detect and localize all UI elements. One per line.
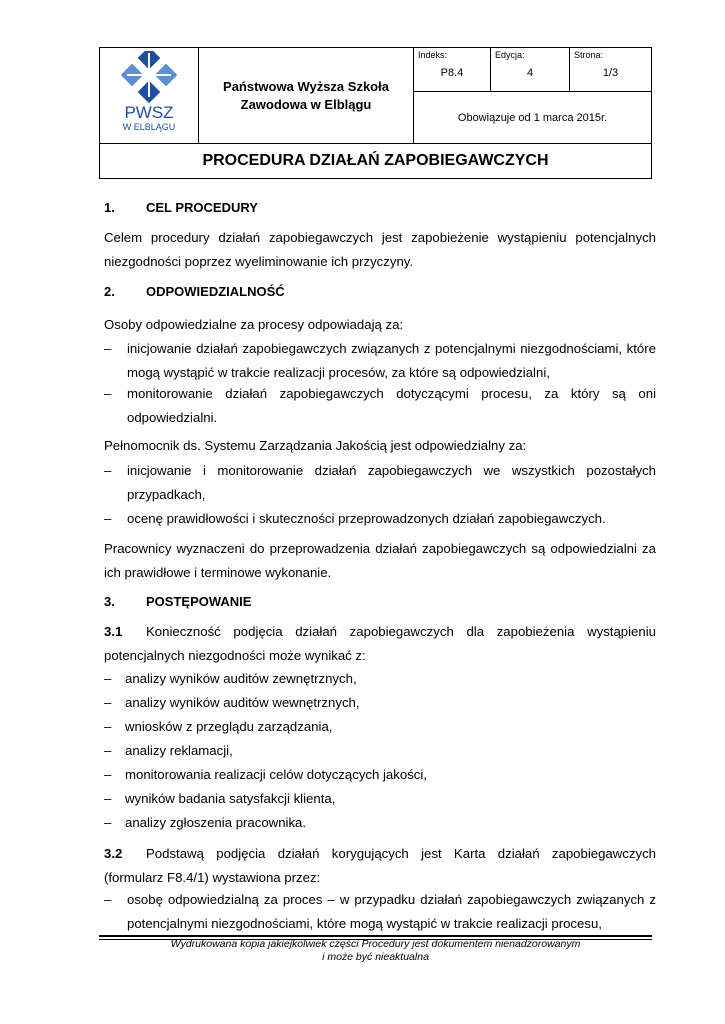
list-item (104, 888, 656, 936)
page-label: Strona: (574, 50, 604, 60)
dash-bullet: – (104, 695, 112, 710)
list-item-text: inicjowanie działań zapobiegawczych związanych z potencjalnymi niezgodnościami, które mogą wystąpić w trakcie realizacji procesów, za które są odpowiedzialni, (127, 341, 656, 380)
footer-line-1: Wydrukowana kopia jakiejkolwiek części Procedury jest dokumentem nienadzorowanym (170, 938, 581, 950)
dash-bullet: – (104, 719, 112, 734)
edition-cell (491, 48, 570, 92)
list-item-text: analizy wyników auditów wewnętrznych, (125, 695, 360, 710)
dash-bullet: – (104, 386, 112, 401)
paragraph-number: 3.2 (104, 846, 123, 861)
section-2-text-3: Pracownicy wyznaczeni do przeprowadzenia działań zapobiegawczych są odpowiedzialni za ich prawidłowe i terminowe wykonanie. (104, 541, 656, 580)
list-item-text: monitorowanie działań zapobiegawczych dotyczącymi procesu, za który są oni odpowiedzialni. (127, 386, 656, 425)
list-item-text: analizy wyników auditów zewnętrznych, (125, 671, 357, 686)
paragraph-3-1 (104, 620, 656, 668)
section-title: POSTĘPOWANIE (146, 594, 252, 609)
pwsz-logo-icon (111, 51, 187, 135)
list-item-text: monitorowania realizacji celów dotyczących jakości, (125, 767, 427, 782)
edition-value: 4 (526, 67, 534, 79)
edition-label: Edycja: (495, 50, 525, 60)
list-item-text: analizy zgłoszenia pracownika. (125, 815, 307, 830)
section-3-heading (104, 594, 251, 609)
page-value: 1/3 (602, 67, 619, 79)
dash-bullet: – (104, 815, 112, 830)
org-line-2: Zawodowa w Elblągu (240, 96, 372, 112)
logo-subtext: W ELBLĄGU (122, 122, 176, 132)
dash-bullet: – (104, 511, 112, 526)
section-1-text: Celem procedury działań zapobiegawczych jest zapobieżenie wystąpieniu potencjalnych niezgodności poprzez wyeliminowanie ich przyczyny. (104, 230, 656, 269)
section-2-intro-2: Pełnomocnik ds. Systemu Zarządzania Jakością jest odpowiedzialny za: (104, 438, 527, 453)
list-item (104, 811, 656, 835)
list-item-text: ocenę prawidłowości i skuteczności przeprowadzonych działań zapobiegawczych. (127, 511, 606, 526)
list-item-text: wniosków z przeglądu zarządzania, (125, 719, 333, 734)
footer-note (99, 938, 652, 964)
section-1-heading (104, 200, 258, 215)
list-item (104, 382, 656, 430)
section-title: CEL PROCEDURY (146, 200, 258, 215)
list-item (104, 691, 656, 715)
dash-bullet: – (104, 671, 112, 686)
list-item (104, 715, 656, 739)
section-number: 1. (104, 200, 115, 215)
list-item (104, 667, 656, 691)
footer-line-2: i może być nieaktualna (322, 951, 429, 963)
list-item-text: wyników badania satysfakcji klienta, (125, 791, 336, 806)
section-number: 2. (104, 284, 115, 299)
index-cell (414, 48, 491, 92)
list-item (104, 763, 656, 787)
index-value: P8.4 (440, 67, 464, 79)
list-item (104, 507, 656, 531)
organization-name (199, 48, 414, 144)
page-cell (570, 48, 652, 92)
list-item-text: inicjowanie i monitorowanie działań zapobiegawczych we wszystkich pozostałych przypadkach, (127, 463, 656, 502)
list-item (104, 459, 656, 507)
section-title: ODPOWIEDZIALNOŚĆ (146, 284, 285, 299)
dash-bullet: – (104, 463, 112, 478)
dash-bullet: – (104, 743, 112, 758)
document-title: PROCEDURA DZIAŁAŃ ZAPOBIEGAWCZYCH (100, 144, 652, 179)
section-number: 3. (104, 594, 115, 609)
section-2-heading (104, 284, 285, 299)
logo-cell (100, 48, 199, 144)
org-line-1: Państwowa Wyższa Szkoła (223, 78, 389, 94)
paragraph-text: Konieczność podjęcia działań zapobiegawczych dla zapobieżenia wystąpieniu potencjalnych niezgodności może wynikać z: (104, 624, 656, 663)
dash-bullet: – (104, 791, 112, 806)
dash-bullet: – (104, 767, 112, 782)
index-label: Indeks: (418, 50, 448, 60)
dash-bullet: – (104, 892, 112, 907)
list-item (104, 787, 656, 811)
effective-date: Obowiązuje od 1 marca 2015r. (414, 92, 652, 144)
list-item-text: osobę odpowiedzialną za proces – w przypadku działań zapobiegawczych związanych z potencjalnymi niezgodnościami, które mogą wystąpić w trakcie realizacji procesu, (127, 892, 656, 931)
list-item-text: analizy reklamacji, (125, 743, 233, 758)
document-header (99, 47, 652, 179)
paragraph-number: 3.1 (104, 624, 123, 639)
footer-rule-thick (99, 935, 652, 937)
dash-bullet: – (104, 341, 112, 356)
section-2-intro-1: Osoby odpowiedzialne za procesy odpowiadają za: (104, 317, 404, 332)
logo-text: PWSZ (124, 103, 174, 122)
list-item (104, 739, 656, 763)
paragraph-text: Podstawą podjęcia działań korygujących jest Karta działań zapobiegawczych (formularz F8.4/1) wystawiona przez: (104, 846, 656, 885)
paragraph-3-2 (104, 842, 656, 890)
list-item (104, 337, 656, 385)
